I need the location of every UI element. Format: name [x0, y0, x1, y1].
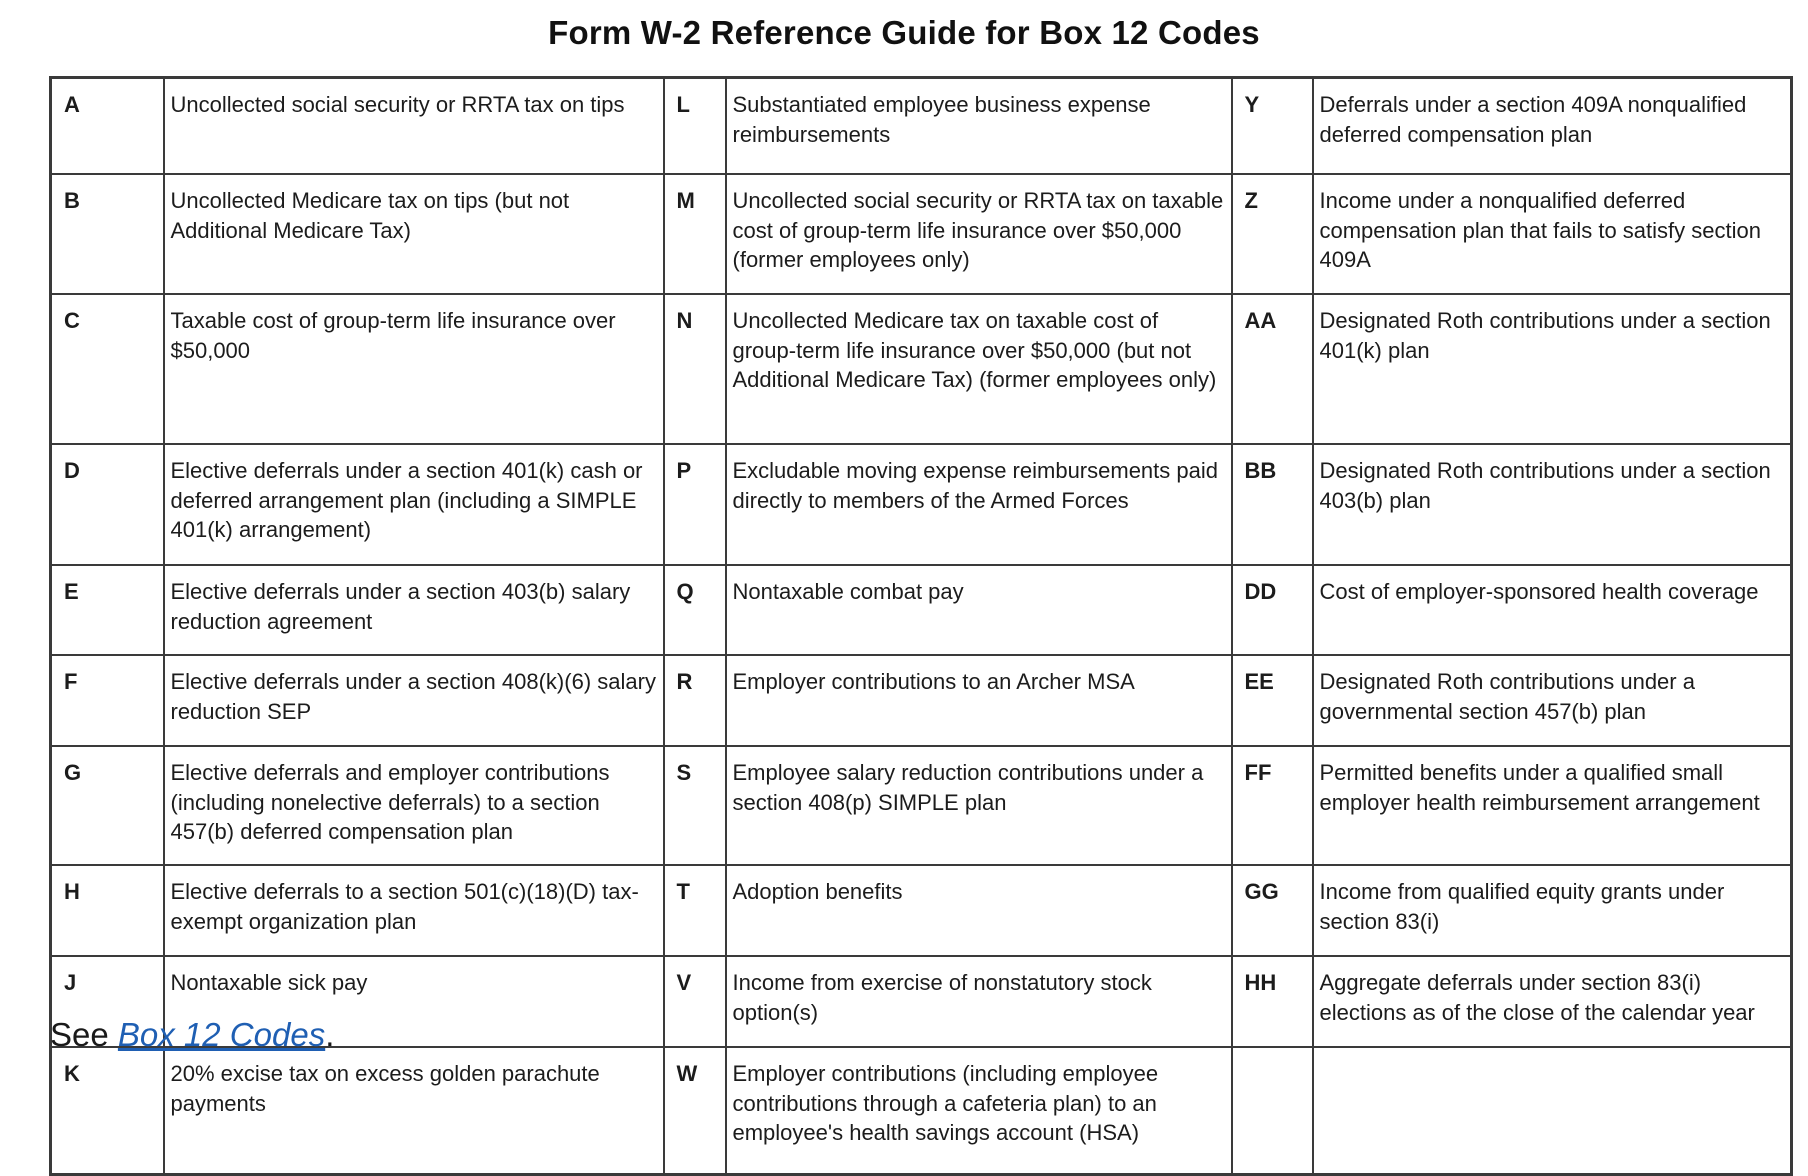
footer-suffix: .	[325, 1016, 335, 1053]
code-cell: K	[51, 1047, 164, 1175]
description-cell: Income from qualified equity grants under section 83(i)	[1313, 865, 1792, 956]
description-cell: Employer contributions to an Archer MSA	[726, 655, 1232, 746]
code-cell: G	[51, 746, 164, 865]
code-cell: W	[664, 1047, 726, 1175]
code-cell: V	[664, 956, 726, 1047]
code-cell: C	[51, 294, 164, 444]
description-cell: Nontaxable combat pay	[726, 565, 1232, 655]
code-cell: HH	[1232, 956, 1313, 1047]
description-cell: Aggregate deferrals under section 83(i) elections as of the close of the calendar year	[1313, 956, 1792, 1047]
code-cell: F	[51, 655, 164, 746]
footer-note	[50, 1016, 334, 1054]
description-cell: Elective deferrals under a section 408(k)(6) salary reduction SEP	[164, 655, 664, 746]
footer-prefix: See	[50, 1016, 118, 1053]
description-cell-empty	[1313, 1047, 1792, 1175]
description-cell: Substantiated employee business expense reimbursements	[726, 78, 1232, 175]
description-cell: 20% excise tax on excess golden parachute payments	[164, 1047, 664, 1175]
table-row	[51, 865, 1792, 956]
table-row	[51, 655, 1792, 746]
box12-codes-link[interactable]: Box 12 Codes	[117, 1016, 326, 1053]
description-cell: Excludable moving expense reimbursements paid directly to members of the Armed Forces	[726, 444, 1232, 565]
description-cell: Uncollected Medicare tax on tips (but not Additional Medicare Tax)	[164, 174, 664, 294]
table-row	[51, 78, 1792, 175]
table-row	[51, 1047, 1792, 1175]
code-cell: Z	[1232, 174, 1313, 294]
table-row	[51, 746, 1792, 865]
code-cell: EE	[1232, 655, 1313, 746]
code-cell: H	[51, 865, 164, 956]
table-row	[51, 174, 1792, 294]
description-cell: Permitted benefits under a qualified small employer health reimbursement arrangement	[1313, 746, 1792, 865]
code-cell: R	[664, 655, 726, 746]
code-cell-empty	[1232, 1047, 1313, 1175]
code-cell: Y	[1232, 78, 1313, 175]
table-row	[51, 444, 1792, 565]
code-cell: E	[51, 565, 164, 655]
description-cell: Taxable cost of group-term life insurance over $50,000	[164, 294, 664, 444]
code-cell: J	[51, 956, 164, 1047]
code-cell: A	[51, 78, 164, 175]
description-cell: Designated Roth contributions under a governmental section 457(b) plan	[1313, 655, 1792, 746]
code-cell: DD	[1232, 565, 1313, 655]
description-cell: Adoption benefits	[726, 865, 1232, 956]
code-cell: Q	[664, 565, 726, 655]
description-cell: Employer contributions (including employee contributions through a cafeteria plan) to an employee's health savings account (HSA)	[726, 1047, 1232, 1175]
description-cell: Elective deferrals under a section 401(k) cash or deferred arrangement plan (including a SIMPLE 401(k) arrangement)	[164, 444, 664, 565]
description-cell: Deferrals under a section 409A nonqualified deferred compensation plan	[1313, 78, 1792, 175]
description-cell: Elective deferrals and employer contributions (including nonelective deferrals) to a section 457(b) deferred compensation plan	[164, 746, 664, 865]
code-cell: S	[664, 746, 726, 865]
code-cell: GG	[1232, 865, 1313, 956]
code-cell: BB	[1232, 444, 1313, 565]
code-cell: L	[664, 78, 726, 175]
page-title: Form W-2 Reference Guide for Box 12 Codes	[548, 14, 1260, 51]
code-cell: M	[664, 174, 726, 294]
description-cell: Cost of employer-sponsored health coverage	[1313, 565, 1792, 655]
code-cell: P	[664, 444, 726, 565]
box12-codes-table	[49, 76, 1793, 1176]
description-cell: Designated Roth contributions under a section 401(k) plan	[1313, 294, 1792, 444]
description-cell: Uncollected Medicare tax on taxable cost of group-term life insurance over $50,000 (but not Additional Medicare Tax) (former employees only)	[726, 294, 1232, 444]
code-cell: N	[664, 294, 726, 444]
table-row	[51, 294, 1792, 444]
code-cell: FF	[1232, 746, 1313, 865]
code-cell: B	[51, 174, 164, 294]
description-cell: Elective deferrals to a section 501(c)(18)(D) tax-exempt organization plan	[164, 865, 664, 956]
description-cell: Nontaxable sick pay	[164, 956, 664, 1047]
description-cell: Employee salary reduction contributions under a section 408(p) SIMPLE plan	[726, 746, 1232, 865]
description-cell: Income from exercise of nonstatutory stock option(s)	[726, 956, 1232, 1047]
description-cell: Income under a nonqualified deferred compensation plan that fails to satisfy section 409A	[1313, 174, 1792, 294]
description-cell: Designated Roth contributions under a section 403(b) plan	[1313, 444, 1792, 565]
code-cell: T	[664, 865, 726, 956]
description-cell: Uncollected social security or RRTA tax on tips	[164, 78, 664, 175]
description-cell: Elective deferrals under a section 403(b) salary reduction agreement	[164, 565, 664, 655]
table-row	[51, 565, 1792, 655]
code-cell: AA	[1232, 294, 1313, 444]
description-cell: Uncollected social security or RRTA tax on taxable cost of group-term life insurance over $50,000 (former employees only)	[726, 174, 1232, 294]
code-cell: D	[51, 444, 164, 565]
